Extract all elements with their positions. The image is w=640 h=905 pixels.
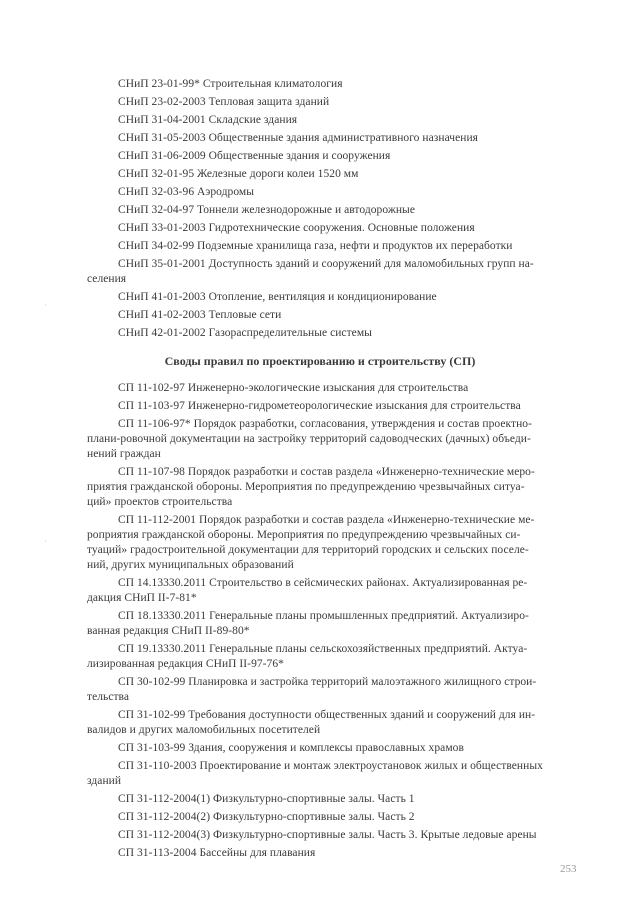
sp-line-continuation: туаций» градостроительной документации для территорий городских и сельских поселе- bbox=[87, 544, 529, 556]
snip-line: СНиП 33-01-2003 Гидротехнические сооружения. Основные положения bbox=[118, 222, 475, 234]
snip-line: СНиП 32-03-96 Аэродромы bbox=[118, 186, 255, 198]
sp-line: СП 31-102-99 Требования доступности общественных зданий и сооружений для ин- bbox=[118, 709, 536, 721]
sp-line: СП 11-102-97 Инженерно-экологические изыскания для строительства bbox=[118, 382, 469, 394]
snip-line: СНиП 31-04-2001 Складские здания bbox=[118, 114, 298, 126]
snip-line: СНиП 23-02-2003 Тепловая защита зданий bbox=[118, 96, 330, 108]
sp-line-continuation: дакция СНиП II-7-81* bbox=[87, 592, 197, 604]
sp-line: СП 31-112-2004(2) Физкультурно-спортивные залы. Часть 2 bbox=[118, 811, 415, 823]
snip-line: СНиП 42-01-2002 Газораспределительные системы bbox=[118, 327, 372, 339]
snip-line: СНиП 31-06-2009 Общественные здания и сооружения bbox=[118, 150, 391, 162]
snip-line: СНиП 41-01-2003 Отопление, вентиляция и кондиционирование bbox=[118, 291, 437, 303]
sp-line: СП 31-113-2004 Бассейны для плавания bbox=[118, 847, 316, 859]
sp-line-continuation: ций» проектов строительства bbox=[87, 496, 233, 508]
sp-line: СП 31-112-2004(3) Физкультурно-спортивные залы. Часть 3. Крытые ледовые арены bbox=[118, 829, 537, 841]
sp-line-continuation: ванная редакция СНиП II-89-80* bbox=[87, 625, 250, 637]
sp-line: СП 11-106-97* Порядок разработки, согласования, утверждения и состав проектно- bbox=[118, 418, 532, 430]
sp-line: СП 11-103-97 Инженерно-гидрометеорологические изыскания для строительства bbox=[118, 400, 521, 412]
snip-line: СНиП 32-04-97 Тоннели железнодорожные и автодорожные bbox=[118, 204, 415, 216]
sp-line: СП 14.13330.2011 Строительство в сейсмических районах. Актуализированная ре- bbox=[118, 577, 528, 589]
sp-line: СП 11-112-2001 Порядок разработки и состав раздела «Инженерно-технические ме- bbox=[118, 514, 535, 526]
sp-line-continuation: тельства bbox=[87, 691, 130, 703]
section-heading: Своды правил по проектированию и строительству (СП) bbox=[164, 354, 476, 368]
snip-line: СНиП 32-01-95 Железные дороги колеи 1520 мм bbox=[118, 168, 359, 180]
sp-line-continuation: лизированная редакция СНиП II-97-76* bbox=[87, 658, 284, 670]
sp-line: СП 18.13330.2011 Генеральные планы промышленных предприятий. Актуализиро- bbox=[118, 610, 529, 622]
sp-line-continuation: приятия гражданской обороны. Мероприятия по предупреждению чрезвычайных ситуа- bbox=[87, 481, 525, 493]
sp-line: СП 31-103-99 Здания, сооружения и комплексы православных храмов bbox=[118, 742, 464, 754]
snip-line: СНиП 34-02-99 Подземные хранилища газа, нефти и продуктов их переработки bbox=[118, 240, 513, 252]
snip-line: СНиП 23-01-99* Строительная климатология bbox=[118, 78, 343, 90]
scan-mark: · bbox=[44, 300, 47, 310]
sp-line-continuation: роприятия гражданской обороны. Мероприятия по предупреждению чрезвычайных си- bbox=[87, 529, 521, 541]
snip-line: СНиП 31-05-2003 Общественные здания административного назначения bbox=[118, 132, 478, 144]
sp-line: СП 11-107-98 Порядок разработки и состав раздела «Инженерно-технические меро- bbox=[118, 466, 535, 478]
snip-line-continuation: селения bbox=[87, 273, 127, 285]
sp-line-continuation: плани-ровочной документации на застройку территорий садоводческих (дачных) объеди- bbox=[87, 433, 531, 445]
scan-mark: · bbox=[44, 536, 47, 546]
sp-line: СП 30-102-99 Планировка и застройка территорий малоэтажного жилищного строи- bbox=[118, 676, 537, 688]
sp-line: СП 31-110-2003 Проектирование и монтаж электроустановок жилых и общественных bbox=[118, 760, 543, 772]
page-number: 253 bbox=[560, 863, 577, 875]
sp-line: СП 31-112-2004(1) Физкультурно-спортивные залы. Часть 1 bbox=[118, 793, 415, 805]
sp-line-continuation: нений граждан bbox=[87, 448, 161, 460]
sp-line-continuation: валидов и других маломобильных посетителей bbox=[87, 724, 321, 736]
sp-line-continuation: ний, других муниципальных образований bbox=[87, 559, 294, 571]
sp-line-continuation: зданий bbox=[87, 775, 122, 787]
snip-line: СНиП 41-02-2003 Тепловые сети bbox=[118, 309, 282, 321]
sp-line: СП 19.13330.2011 Генеральные планы сельскохозяйственных предприятий. Актуа- bbox=[118, 643, 528, 655]
snip-line: СНиП 35-01-2001 Доступность зданий и сооружений для маломобильных групп на- bbox=[118, 258, 534, 270]
